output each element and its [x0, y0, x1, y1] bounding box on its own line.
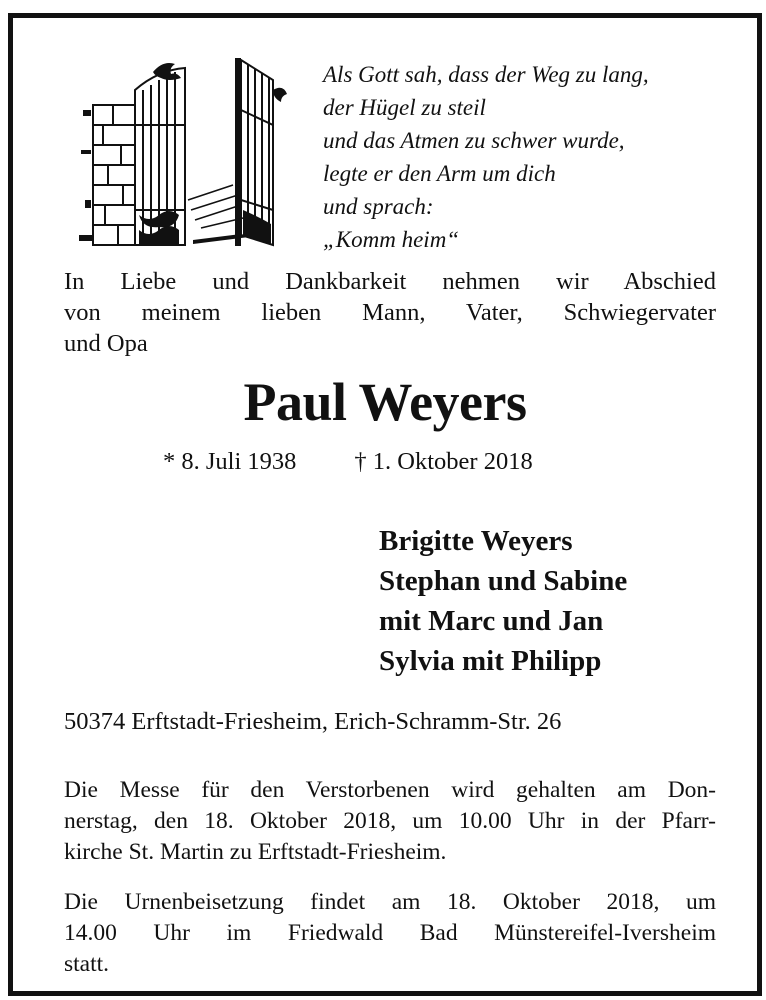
- mourners-list: [379, 521, 627, 681]
- family-address: 50374 Erftstadt-Friesheim, Erich-Schramm-Str. 26: [64, 708, 562, 735]
- poem-line: und sprach:: [323, 194, 434, 219]
- poem-line: und das Atmen zu schwer wurde,: [323, 128, 625, 153]
- obituary-frame: [8, 13, 762, 996]
- notice-line: kirche St. Martin zu Erftstadt-Friesheim.: [64, 839, 447, 865]
- intro-line: und Opa: [64, 330, 148, 357]
- burial-notice: [64, 887, 716, 980]
- obituary-content: [13, 18, 757, 991]
- death-date: † 1. Oktober 2018: [354, 448, 533, 475]
- mourner-line: Brigitte Weyers: [379, 525, 573, 557]
- open-gate-icon: [73, 50, 293, 250]
- poem-line: „Komm heim“: [323, 227, 460, 252]
- intro-text: [64, 266, 716, 359]
- notice-line: statt.: [64, 951, 110, 977]
- mourner-line: Stephan und Sabine: [379, 565, 628, 597]
- notice-line: nerstag, den 18. Oktober 2018, um 10.00 Uhr in der Pfarr-: [64, 808, 716, 834]
- notice-line: Die Urnenbeisetzung findet am 18. Oktober 2018, um: [64, 889, 716, 915]
- poem-line: der Hügel zu steil: [323, 95, 486, 120]
- birth-date: * 8. Juli 1938: [163, 448, 297, 475]
- notice-line: Die Messe für den Verstorbenen wird gehalten am Don-: [64, 777, 716, 803]
- intro-line: von meinem lieben Mann, Vater, Schwiegervater: [64, 299, 716, 326]
- mass-notice: [64, 775, 716, 868]
- life-dates: [163, 446, 533, 478]
- notice-line: 14.00 Uhr im Friedwald Bad Münstereifel-Iversheim: [64, 920, 716, 946]
- mourner-line: mit Marc und Jan: [379, 605, 604, 637]
- poem: [323, 58, 723, 256]
- intro-line: In Liebe und Dankbarkeit nehmen wir Abschied: [64, 268, 716, 295]
- mourner-line: Sylvia mit Philipp: [379, 645, 602, 677]
- poem-line: legte er den Arm um dich: [323, 161, 556, 186]
- poem-line: Als Gott sah, dass der Weg zu lang,: [323, 62, 649, 87]
- deceased-name: Paul Weyers: [243, 372, 527, 432]
